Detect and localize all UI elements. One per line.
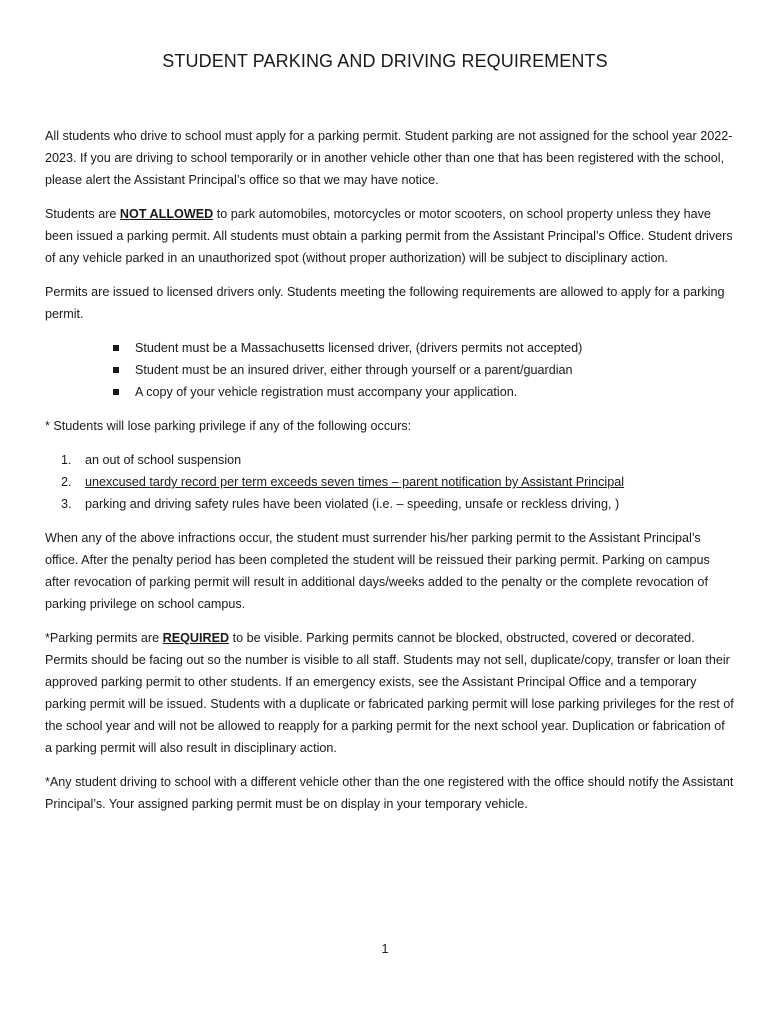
requirement-text: Student must be an insured driver, either through yourself or a parent/guardian xyxy=(135,363,573,377)
list-number: 3. xyxy=(61,497,72,511)
list-item xyxy=(61,449,735,471)
occurrence-text: unexcused tardy record per term exceeds seven times – parent notification by Assistant Principal xyxy=(85,475,625,489)
paragraph-permits-visible-lead: *Parking permits are xyxy=(45,631,163,645)
occurrence-text: parking and driving safety rules have been violated (i.e. – speeding, unsafe or reckless driving, ) xyxy=(85,497,620,511)
list-number: 1. xyxy=(61,453,72,467)
paragraph-not-allowed-lead: Students are xyxy=(45,207,120,221)
list-item xyxy=(113,337,735,359)
requirement-text: Student must be a Massachusetts licensed driver, (drivers permits not accepted) xyxy=(135,341,583,355)
paragraph-not-allowed-rest: to park automobiles, motorcycles or motor scooters, on school property unless they have been issued a parking permit. All students must obtain a parking permit from the Assistant Principal’s Office. Student drivers of any vehicle parked in an unauthorized spot (without proper authorization) will be subject to disciplinary action. xyxy=(45,207,733,265)
paragraph-licensed-drivers: Permits are issued to licensed drivers only. Students meeting the following requirements are allowed to apply for a parking permit. xyxy=(45,285,725,321)
list-number: 2. xyxy=(61,475,72,489)
paragraph-privilege-intro: * Students will lose parking privilege if any of the following occurs: xyxy=(45,419,412,433)
required-emphasis: REQUIRED xyxy=(162,631,230,645)
paragraph-permits-visible xyxy=(45,627,735,759)
not-allowed-emphasis: NOT ALLOWED xyxy=(119,207,214,221)
page-title: STUDENT PARKING AND DRIVING REQUIREMENTS xyxy=(162,51,608,71)
list-item xyxy=(61,471,735,493)
occurrence-text: an out of school suspension xyxy=(85,453,242,467)
square-bullet-icon xyxy=(113,345,119,351)
square-bullet-icon xyxy=(113,367,119,373)
list-item xyxy=(113,381,735,403)
paragraph-permit-application: All students who drive to school must apply for a parking permit. Student parking are not assigned for the school year 2022-2023. If you are driving to school temporarily or in another vehicle other than one that has been registered with the school, please alert the Assistant Principal’s office so that we may have notice. xyxy=(45,129,733,187)
page-number: 1 xyxy=(381,942,389,956)
paragraph-not-allowed xyxy=(45,203,735,269)
paragraph-infractions: When any of the above infractions occur, the student must surrender his/her parking permit to the Assistant Principal’s office. After the penalty period has been completed the student will be reissued their parking permit. Parking on campus after revocation of parking permit will result in additional days/weeks added to the penalty or the complete revocation of parking privilege on school campus. xyxy=(45,531,710,611)
requirement-text: A copy of your vehicle registration must accompany your application. xyxy=(135,385,518,399)
square-bullet-icon xyxy=(113,389,119,395)
document-body xyxy=(45,125,735,827)
list-item xyxy=(61,493,735,515)
requirements-list xyxy=(45,337,735,403)
paragraph-different-vehicle: *Any student driving to school with a different vehicle other than the one registered with the office should notify the Assistant Principal’s. Your assigned parking permit must be on display in your temporary vehicle. xyxy=(45,775,734,811)
occurrences-list xyxy=(45,449,735,515)
list-item xyxy=(113,359,735,381)
paragraph-permits-visible-rest: to be visible. Parking permits cannot be blocked, obstructed, covered or decorated. Permits should be facing out so the number is visible to all staff. Students may not sell, duplicate/copy, transfer or loan their approved parking permit to other students. If an emergency exists, see the Assistant Principal Office and a temporary parking permit will be issued. Students with a duplicate or fabricated parking permit will lose parking privileges for the rest of the school year and will not be allowed to reapply for a parking permit for the next school year. Duplication or fabrication of a parking permit will also result in disciplinary action. xyxy=(45,631,734,755)
